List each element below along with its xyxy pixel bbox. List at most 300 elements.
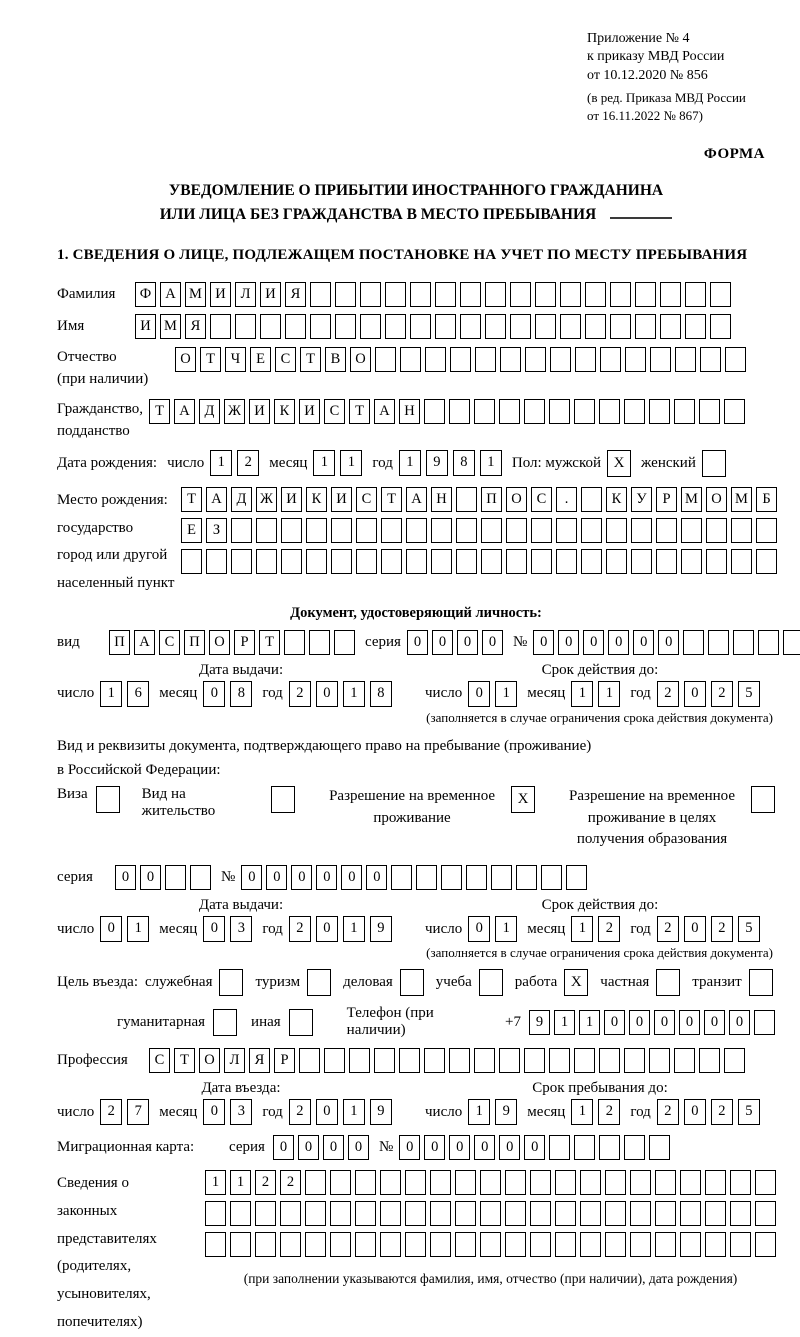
char-cell: 2	[711, 1099, 733, 1125]
char-cell	[306, 518, 327, 543]
char-cell	[485, 282, 506, 307]
legal-rep-cells-row1	[205, 1170, 776, 1195]
visit-purpose-row-2	[117, 1005, 775, 1039]
issue-year-cells	[289, 681, 392, 707]
char-cell: 2	[657, 681, 679, 707]
identity-doc-dates-row	[57, 681, 775, 707]
char-cell	[531, 518, 552, 543]
char-cell	[756, 549, 777, 574]
entry-date-labels	[57, 1080, 775, 1097]
char-cell	[334, 630, 355, 655]
char-cell: 0	[432, 630, 453, 655]
char-cell: 0	[399, 1135, 420, 1160]
month-word: месяц	[159, 1103, 198, 1120]
char-cell: 1	[571, 1099, 593, 1125]
sex-male-label: Пол: мужской	[511, 454, 602, 471]
char-cell: П	[184, 630, 205, 655]
char-cell: 1	[127, 916, 149, 942]
char-cell	[181, 549, 202, 574]
char-cell: М	[185, 282, 206, 307]
char-cell: С	[275, 347, 296, 372]
char-cell	[631, 518, 652, 543]
char-cell: С	[356, 487, 377, 512]
char-cell: 0	[203, 681, 225, 707]
month-word: месяц	[527, 920, 566, 937]
surname-cells	[135, 282, 731, 307]
char-cell	[231, 518, 252, 543]
char-cell	[706, 549, 727, 574]
char-cell	[660, 282, 681, 307]
header-line: к приказу МВД России	[587, 49, 725, 65]
char-cell	[331, 518, 352, 543]
month-word: месяц	[527, 685, 566, 702]
char-cell: 9	[529, 1010, 550, 1035]
char-cell: 1	[230, 1170, 251, 1195]
issue-month-cells	[203, 916, 252, 942]
legal-representatives-note: (при заполнении указываются фамилия, имя, отчество (при наличии), дата рождения)	[243, 1271, 738, 1286]
purpose-official-label: служебная	[144, 974, 213, 990]
char-cell	[475, 347, 496, 372]
identity-doc-date-labels	[57, 662, 775, 679]
issue-month-cells	[203, 681, 252, 707]
char-cell	[630, 1170, 651, 1195]
char-cell	[624, 1048, 645, 1073]
char-cell: И	[210, 282, 231, 307]
char-cell	[405, 1232, 426, 1257]
number-word: №	[512, 633, 528, 650]
char-cell	[430, 1232, 451, 1257]
char-cell	[306, 549, 327, 574]
char-cell: З	[206, 518, 227, 543]
char-cell: 2	[255, 1170, 276, 1195]
char-cell	[510, 282, 531, 307]
char-cell	[535, 314, 556, 339]
char-cell: 2	[657, 916, 679, 942]
given-name-row	[57, 314, 775, 339]
char-cell	[754, 1010, 775, 1035]
temp-residence-education-checkbox	[751, 786, 775, 813]
char-cell: 1	[495, 916, 517, 942]
char-cell: 1	[313, 450, 335, 476]
char-cell: М	[681, 487, 702, 512]
profession-row	[57, 1048, 775, 1073]
citizenship-row	[57, 398, 775, 443]
char-cell	[505, 1232, 526, 1257]
char-cell	[685, 314, 706, 339]
birth-day-cells	[210, 450, 259, 476]
phone-prefix: +7	[505, 1013, 521, 1030]
birth-year-cells	[399, 450, 502, 476]
char-cell	[681, 518, 702, 543]
char-cell	[374, 1048, 395, 1073]
char-cell: П	[481, 487, 502, 512]
char-cell: И	[260, 282, 281, 307]
birth-date-row	[57, 450, 775, 477]
char-cell	[755, 1170, 776, 1195]
char-cell: 7	[127, 1099, 149, 1125]
legal-rep-cells-row3	[205, 1232, 776, 1257]
visit-purpose-row	[57, 969, 775, 996]
char-cell: Я	[185, 314, 206, 339]
char-cell: 0	[291, 865, 312, 890]
char-cell: 2	[237, 450, 259, 476]
char-cell: К	[606, 487, 627, 512]
char-cell	[431, 549, 452, 574]
char-cell: 0	[316, 681, 338, 707]
page-title	[57, 179, 775, 227]
section-1-heading: 1. СВЕДЕНИЯ О ЛИЦЕ, ПОДЛЕЖАЩЕМ ПОСТАНОВКЕ НА УЧЕТ ПО МЕСТУ ПРЕБЫВАНИЯ	[57, 246, 748, 263]
birth-place-cells-row3	[181, 549, 777, 574]
char-cell	[480, 1232, 501, 1257]
char-cell: Р	[274, 1048, 295, 1073]
char-cell: 8	[453, 450, 475, 476]
char-cell	[360, 314, 381, 339]
char-cell: 0	[457, 630, 478, 655]
char-cell: 0	[608, 630, 629, 655]
char-cell: 1	[210, 450, 232, 476]
char-cell: К	[306, 487, 327, 512]
char-cell	[355, 1201, 376, 1226]
char-cell	[505, 1201, 526, 1226]
purpose-study-checkbox	[479, 969, 503, 996]
char-cell	[510, 314, 531, 339]
char-cell: 1	[554, 1010, 575, 1035]
number-word: №	[378, 1139, 394, 1155]
char-cell	[310, 282, 331, 307]
doc-series-cells	[407, 630, 503, 655]
char-cell	[710, 314, 731, 339]
title-blank-line	[610, 205, 672, 219]
char-cell	[560, 282, 581, 307]
char-cell: Т	[381, 487, 402, 512]
char-cell: Я	[285, 282, 306, 307]
char-cell	[724, 1048, 745, 1073]
char-cell	[456, 518, 477, 543]
char-cell: 3	[230, 1099, 252, 1125]
char-cell	[706, 518, 727, 543]
char-cell	[190, 865, 211, 890]
given-name-label: Имя	[57, 318, 85, 334]
char-cell	[606, 518, 627, 543]
char-cell	[705, 1170, 726, 1195]
char-cell: 0	[658, 630, 679, 655]
char-cell: 0	[323, 1135, 344, 1160]
identity-doc-kind-row	[57, 630, 775, 655]
char-cell: 2	[100, 1099, 122, 1125]
char-cell	[656, 549, 677, 574]
char-cell	[456, 549, 477, 574]
char-cell	[680, 1201, 701, 1226]
char-cell: 0	[684, 1099, 706, 1125]
char-cell	[625, 347, 646, 372]
char-cell	[280, 1201, 301, 1226]
issue-date-label: Дата выдачи:	[198, 897, 284, 913]
char-cell	[430, 1170, 451, 1195]
char-cell	[285, 314, 306, 339]
entry-dates-row	[57, 1099, 775, 1125]
entry-day-cells	[100, 1099, 149, 1125]
char-cell	[331, 549, 352, 574]
char-cell	[556, 549, 577, 574]
char-cell	[656, 518, 677, 543]
char-cell: 2	[289, 681, 311, 707]
char-cell	[655, 1170, 676, 1195]
valid-until-label: Срок действия до:	[541, 897, 659, 913]
char-cell: О	[199, 1048, 220, 1073]
purpose-business-checkbox	[400, 969, 424, 996]
citizenship-label: Гражданство, подданство	[57, 400, 144, 440]
char-cell: Е	[250, 347, 271, 372]
purpose-private-label: частная	[600, 974, 650, 990]
char-cell: 5	[738, 681, 760, 707]
residence-valid-date	[425, 916, 760, 942]
residence-doc-series-row	[57, 865, 775, 890]
char-cell	[299, 1048, 320, 1073]
char-cell: 0	[203, 916, 225, 942]
legal-rep-cells-row2	[205, 1201, 776, 1226]
surname-row	[57, 282, 775, 307]
char-cell: 0	[140, 865, 161, 890]
char-cell	[516, 865, 537, 890]
doc-kind-cells	[109, 630, 355, 655]
char-cell: И	[331, 487, 352, 512]
char-cell	[435, 282, 456, 307]
char-cell	[231, 549, 252, 574]
stay-until-label: Срок пребывания до:	[532, 1080, 668, 1096]
patronymic-label: Отчество (при наличии)	[57, 348, 149, 388]
char-cell: Ч	[225, 347, 246, 372]
char-cell: Н	[399, 399, 420, 424]
birth-place-label: Место рождения: государство город или другой населенный пункт	[57, 491, 175, 591]
month-word: месяц	[159, 685, 198, 702]
birth-place-cells-row2	[181, 518, 777, 543]
header-line: от 10.12.2020 № 856	[587, 67, 708, 83]
char-cell	[530, 1170, 551, 1195]
day-word: число	[57, 685, 95, 702]
char-cell	[505, 1170, 526, 1195]
char-cell	[581, 518, 602, 543]
migration-card-label: Миграционная карта:	[57, 1139, 195, 1156]
char-cell	[531, 549, 552, 574]
year-word: год	[630, 685, 651, 702]
char-cell: 2	[289, 916, 311, 942]
char-cell: 0	[684, 916, 706, 942]
purpose-official-checkbox	[219, 969, 243, 996]
char-cell	[530, 1232, 551, 1257]
char-cell: 0	[654, 1010, 675, 1035]
char-cell	[733, 630, 754, 655]
purpose-other-checkbox	[289, 1009, 313, 1036]
residence-doc-options	[57, 786, 775, 851]
purpose-humanitarian-checkbox	[213, 1009, 237, 1036]
char-cell	[405, 1170, 426, 1195]
char-cell	[474, 1048, 495, 1073]
char-cell: Н	[431, 487, 452, 512]
char-cell	[260, 314, 281, 339]
char-cell	[555, 1232, 576, 1257]
sex-female-label: женский	[641, 454, 696, 471]
year-word: год	[262, 920, 283, 937]
char-cell	[574, 1048, 595, 1073]
char-cell	[380, 1232, 401, 1257]
char-cell: 0	[533, 630, 554, 655]
char-cell: 1	[343, 916, 365, 942]
char-cell: Р	[234, 630, 255, 655]
char-cell	[255, 1201, 276, 1226]
phone-label: Телефон (при наличии)	[346, 1005, 434, 1038]
char-cell: 0	[704, 1010, 725, 1035]
migration-card-row	[57, 1135, 775, 1160]
char-cell: Т	[200, 347, 221, 372]
sex-female-checkbox	[702, 450, 726, 477]
char-cell	[385, 282, 406, 307]
char-cell	[356, 549, 377, 574]
char-cell	[635, 282, 656, 307]
form-label: ФОРМА	[703, 145, 765, 162]
char-cell: 1	[571, 681, 593, 707]
char-cell	[281, 549, 302, 574]
char-cell: О	[209, 630, 230, 655]
char-cell	[555, 1170, 576, 1195]
purpose-humanitarian-label: гуманитарная	[117, 1013, 206, 1030]
char-cell: 5	[738, 1099, 760, 1125]
profession-label: Профессия	[57, 1052, 128, 1069]
validity-note: (заполняется в случае ограничения срока действия документа)	[426, 945, 773, 960]
char-cell	[681, 549, 702, 574]
char-cell	[724, 399, 745, 424]
month-word: месяц	[159, 920, 198, 937]
char-cell: 0	[468, 916, 490, 942]
char-cell: 8	[370, 681, 392, 707]
purpose-business-label: деловая	[343, 974, 393, 990]
char-cell: 1	[343, 1099, 365, 1125]
char-cell	[399, 1048, 420, 1073]
sex-male-checkbox: X	[607, 450, 631, 477]
char-cell	[699, 399, 720, 424]
char-cell	[674, 399, 695, 424]
char-cell	[405, 1201, 426, 1226]
char-cell: 0	[629, 1010, 650, 1035]
char-cell	[575, 347, 596, 372]
char-cell: Т	[149, 399, 170, 424]
char-cell: О	[175, 347, 196, 372]
char-cell	[755, 1232, 776, 1257]
char-cell	[235, 314, 256, 339]
temp-residence-education-label: Разрешение на временное проживание в целях получения образования	[569, 787, 736, 848]
char-cell: 9	[370, 916, 392, 942]
char-cell	[256, 549, 277, 574]
char-cell	[205, 1232, 226, 1257]
char-cell	[555, 1201, 576, 1226]
entry-date-label: Дата въезда:	[201, 1080, 281, 1096]
residence-number-cells	[241, 865, 587, 890]
char-cell	[210, 314, 231, 339]
char-cell: Д	[231, 487, 252, 512]
char-cell: 0	[341, 865, 362, 890]
char-cell	[449, 1048, 470, 1073]
char-cell: 9	[426, 450, 448, 476]
char-cell	[624, 1135, 645, 1160]
char-cell	[305, 1170, 326, 1195]
char-cell	[649, 1048, 670, 1073]
char-cell	[556, 518, 577, 543]
char-cell	[549, 1135, 570, 1160]
char-cell	[606, 549, 627, 574]
char-cell: О	[506, 487, 527, 512]
char-cell	[449, 399, 470, 424]
until-year-cells	[657, 1099, 760, 1125]
char-cell	[630, 1201, 651, 1226]
char-cell	[660, 314, 681, 339]
year-word: год	[630, 920, 651, 937]
char-cell: 2	[657, 1099, 679, 1125]
char-cell: 0	[524, 1135, 545, 1160]
char-cell	[599, 1135, 620, 1160]
char-cell	[655, 1232, 676, 1257]
char-cell	[585, 282, 606, 307]
char-cell	[756, 518, 777, 543]
day-word: число	[57, 920, 95, 937]
char-cell	[680, 1170, 701, 1195]
char-cell	[610, 282, 631, 307]
char-cell	[499, 399, 520, 424]
valid-month-cells	[571, 916, 620, 942]
char-cell	[624, 399, 645, 424]
title-line-2: ИЛИ ЛИЦА БЕЗ ГРАЖДАНСТВА В МЕСТО ПРЕБЫВАНИЯ	[57, 203, 775, 227]
char-cell: М	[160, 314, 181, 339]
char-cell: 0	[266, 865, 287, 890]
series-word: серия	[365, 633, 401, 650]
char-cell	[655, 1201, 676, 1226]
entry-month-cells	[203, 1099, 252, 1125]
char-cell: А	[406, 487, 427, 512]
char-cell: Л	[235, 282, 256, 307]
char-cell	[456, 487, 477, 512]
char-cell	[355, 1170, 376, 1195]
char-cell	[499, 1048, 520, 1073]
char-cell	[206, 549, 227, 574]
char-cell	[381, 549, 402, 574]
char-cell: 0	[482, 630, 503, 655]
char-cell: 1	[495, 681, 517, 707]
char-cell	[631, 549, 652, 574]
char-cell	[385, 314, 406, 339]
char-cell: 0	[558, 630, 579, 655]
entry-year-cells	[289, 1099, 392, 1125]
char-cell	[280, 1232, 301, 1257]
char-cell	[605, 1232, 626, 1257]
char-cell: Т	[300, 347, 321, 372]
char-cell: Ж	[256, 487, 277, 512]
char-cell	[683, 630, 704, 655]
char-cell	[424, 1048, 445, 1073]
char-cell	[330, 1232, 351, 1257]
char-cell: 0	[100, 916, 122, 942]
char-cell	[506, 518, 527, 543]
char-cell: Р	[656, 487, 677, 512]
series-word: серия	[229, 1139, 265, 1155]
char-cell	[416, 865, 437, 890]
identity-issue-date	[57, 681, 425, 707]
char-cell	[375, 347, 396, 372]
char-cell	[500, 347, 521, 372]
char-cell	[305, 1232, 326, 1257]
char-cell: У	[631, 487, 652, 512]
year-word: год	[262, 1103, 283, 1120]
residence-series-cells	[115, 865, 211, 890]
given-name-cells	[135, 314, 731, 339]
char-cell: 2	[598, 1099, 620, 1125]
